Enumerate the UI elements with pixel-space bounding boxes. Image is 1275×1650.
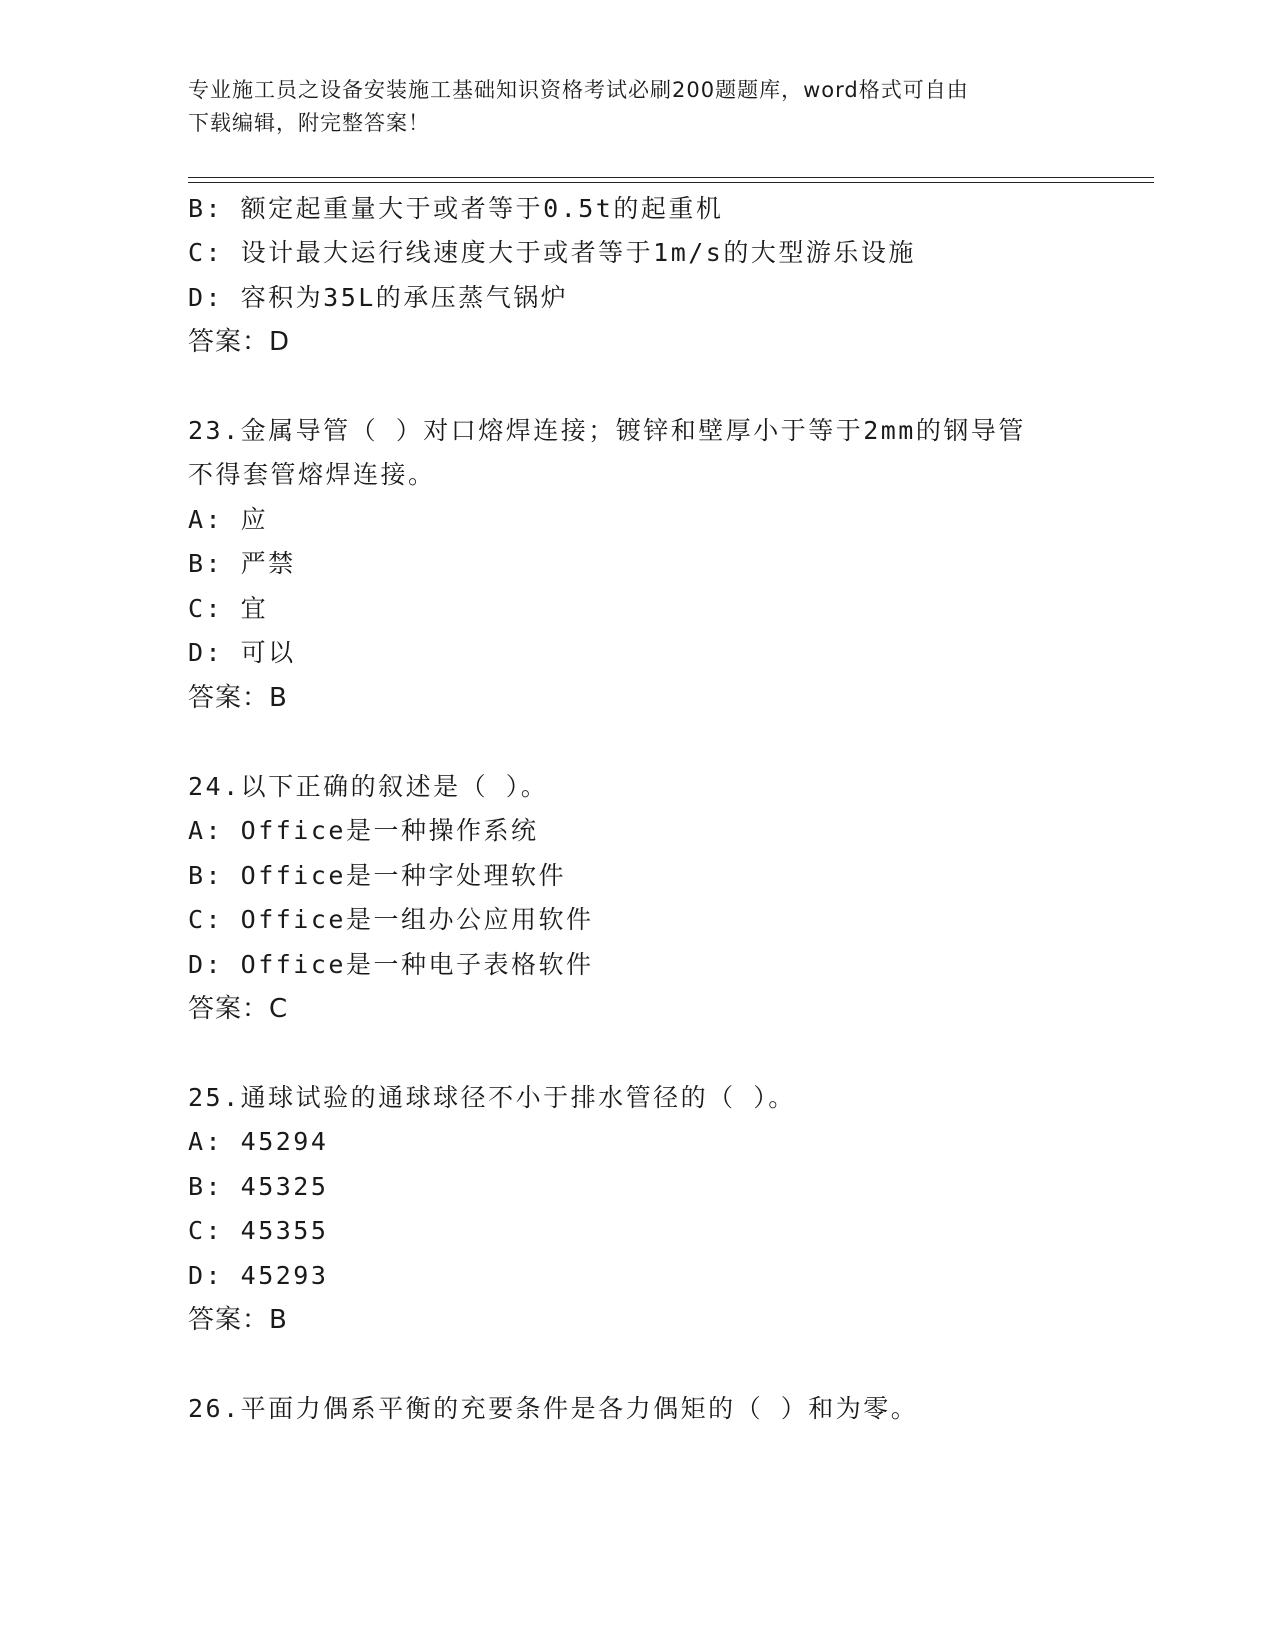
q24-option-d: D: Office是一种电子表格软件	[188, 950, 594, 979]
q22-option-d: D: 容积为35L的承压蒸气锅炉	[188, 283, 569, 312]
q23-option-a: A: 应	[188, 505, 269, 534]
q25-stem: 25.通球试验的通球球径不小于排水管径的（ ）。	[188, 1083, 796, 1112]
q22-option-b: B: 额定起重量大于或者等于0.5t的起重机	[188, 194, 724, 223]
q25-option-b: B: 45325	[188, 1172, 329, 1201]
q23-stem-line-1: 23.金属导管（ ）对口熔焊连接；镀锌和壁厚小于等于2mm的钢导管	[188, 416, 1026, 445]
q23-stem-line-2: 不得套管熔焊连接。	[188, 460, 436, 489]
q25-option-d: D: 45293	[188, 1261, 329, 1290]
header-divider-top	[188, 177, 1154, 178]
q24-stem: 24.以下正确的叙述是（ ）。	[188, 772, 549, 801]
q24-answer: 答案：C	[188, 994, 289, 1024]
q23-option-c: C: 宜	[188, 594, 269, 623]
q25-answer: 答案：B	[188, 1305, 288, 1335]
q22-answer: 答案：D	[188, 327, 291, 357]
q26-stem: 26.平面力偶系平衡的充要条件是各力偶矩的（ ）和为零。	[188, 1394, 919, 1423]
q22-option-c: C: 设计最大运行线速度大于或者等于1m/s的大型游乐设施	[188, 238, 916, 267]
q23-option-b: B: 严禁	[188, 549, 296, 578]
q23-answer: 答案：B	[188, 683, 288, 713]
header-divider-bottom	[188, 182, 1154, 183]
document-header	[188, 74, 1088, 140]
q24-option-c: C: Office是一组办公应用软件	[188, 905, 594, 934]
header-line-1: 专业施工员之设备安装施工基础知识资格考试必刷200题题库，word格式可自由	[188, 78, 969, 102]
q23-option-d: D: 可以	[188, 638, 296, 667]
q24-option-b: B: Office是一种字处理软件	[188, 861, 566, 890]
header-line-2: 下载编辑，附完整答案！	[188, 111, 430, 135]
q25-option-a: A: 45294	[188, 1127, 329, 1156]
q25-option-c: C: 45355	[188, 1216, 329, 1245]
q24-option-a: A: Office是一种操作系统	[188, 816, 539, 845]
